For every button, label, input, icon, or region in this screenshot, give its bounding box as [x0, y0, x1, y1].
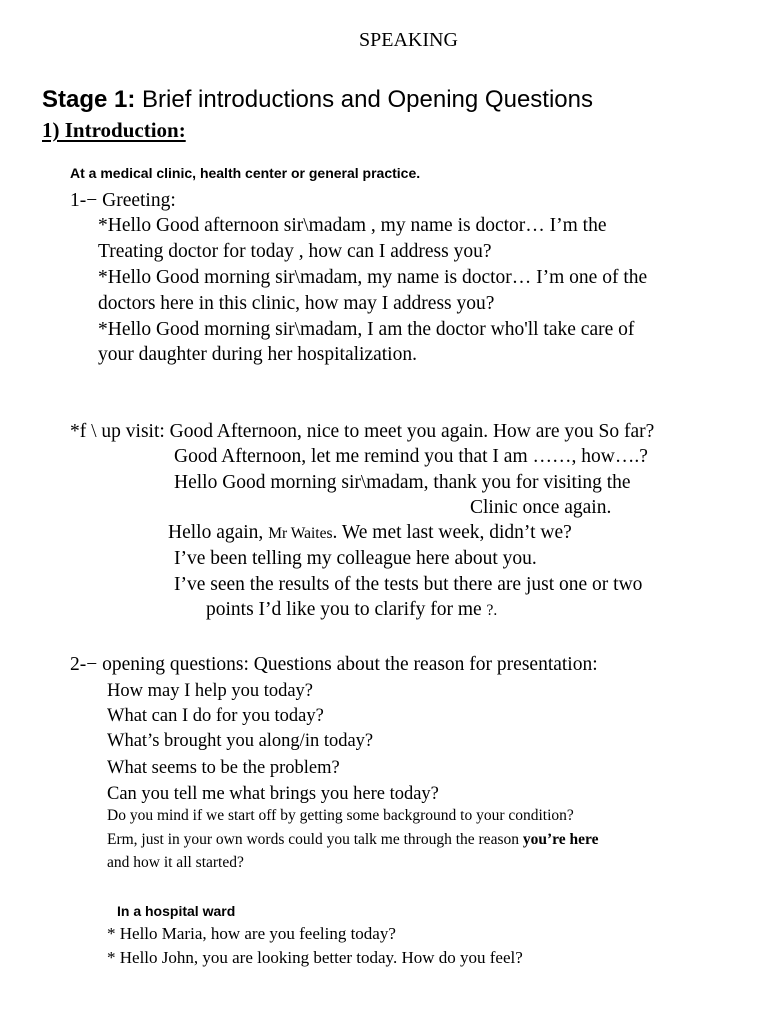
setting-text: At a medical clinic, health center or general practice. [70, 165, 421, 181]
greeting-line: your daughter during her hospitalization. [98, 344, 417, 365]
greeting-heading: 1-− Greeting: [70, 190, 176, 211]
stage-text: Brief introductions and Opening Questions [135, 86, 593, 113]
stage-heading [42, 88, 593, 112]
followup-line: Hello Good morning sir\madam, thank you for visiting the [174, 472, 631, 493]
question-item [107, 832, 598, 848]
followup-line: I’ve seen the results of the tests but there are just one or two [174, 574, 643, 595]
followup-line: *f \ up visit: Good Afternoon, nice to meet you again. How are you So far? [70, 421, 655, 442]
greeting-line: doctors here in this clinic, how may I address you? [98, 293, 495, 314]
stage-label: Stage 1: [42, 86, 136, 113]
followup-text: Hello again, [168, 522, 269, 543]
section-heading: 1) Introduction: [42, 118, 186, 142]
followup-text: points I’d like you to clarify for me [206, 599, 487, 620]
followup-line: Clinic once again. [470, 497, 612, 518]
greeting-line: *Hello Good morning sir\madam, I am the doctor who'll take care of [98, 319, 635, 340]
followup-line [168, 523, 572, 543]
question-item: What can I do for you today? [107, 706, 324, 726]
followup-text: . We met last week, didn’t we? [332, 522, 572, 543]
ward-heading: In a hospital ward [117, 903, 236, 919]
greeting-line: *Hello Good morning sir\madam, my name is doctor… I’m one of the [98, 267, 648, 288]
question-emphasis: you’re here [522, 831, 599, 848]
patient-name: Mr Waites [268, 525, 333, 542]
followup-line [206, 600, 497, 620]
question-text: Erm, just in your own words could you talk me through the reason [107, 831, 523, 848]
followup-line: Good Afternoon, let me remind you that I am ……, how….? [174, 446, 648, 467]
ward-line: * Hello John, you are looking better today. How do you feel? [107, 948, 523, 967]
followup-punctuation: ?. [486, 602, 498, 619]
question-item: What seems to be the problem? [107, 758, 340, 778]
ward-line: * Hello Maria, how are you feeling today? [107, 924, 396, 943]
page-title: SPEAKING [359, 29, 458, 51]
followup-line: I’ve been telling my colleague here about you. [174, 548, 537, 569]
question-item: Do you mind if we start off by getting some background to your condition? [107, 807, 574, 824]
question-item: and how it all started? [107, 854, 244, 871]
question-item: Can you tell me what brings you here today? [107, 784, 439, 804]
question-item: What’s brought you along/in today? [107, 731, 374, 751]
greeting-line: Treating doctor for today , how can I address you? [98, 241, 492, 262]
question-item: How may I help you today? [107, 681, 314, 701]
greeting-line: *Hello Good afternoon sir\madam , my name is doctor… I’m the [98, 215, 607, 236]
opening-heading: 2-− opening questions: Questions about the reason for presentation: [70, 654, 598, 675]
